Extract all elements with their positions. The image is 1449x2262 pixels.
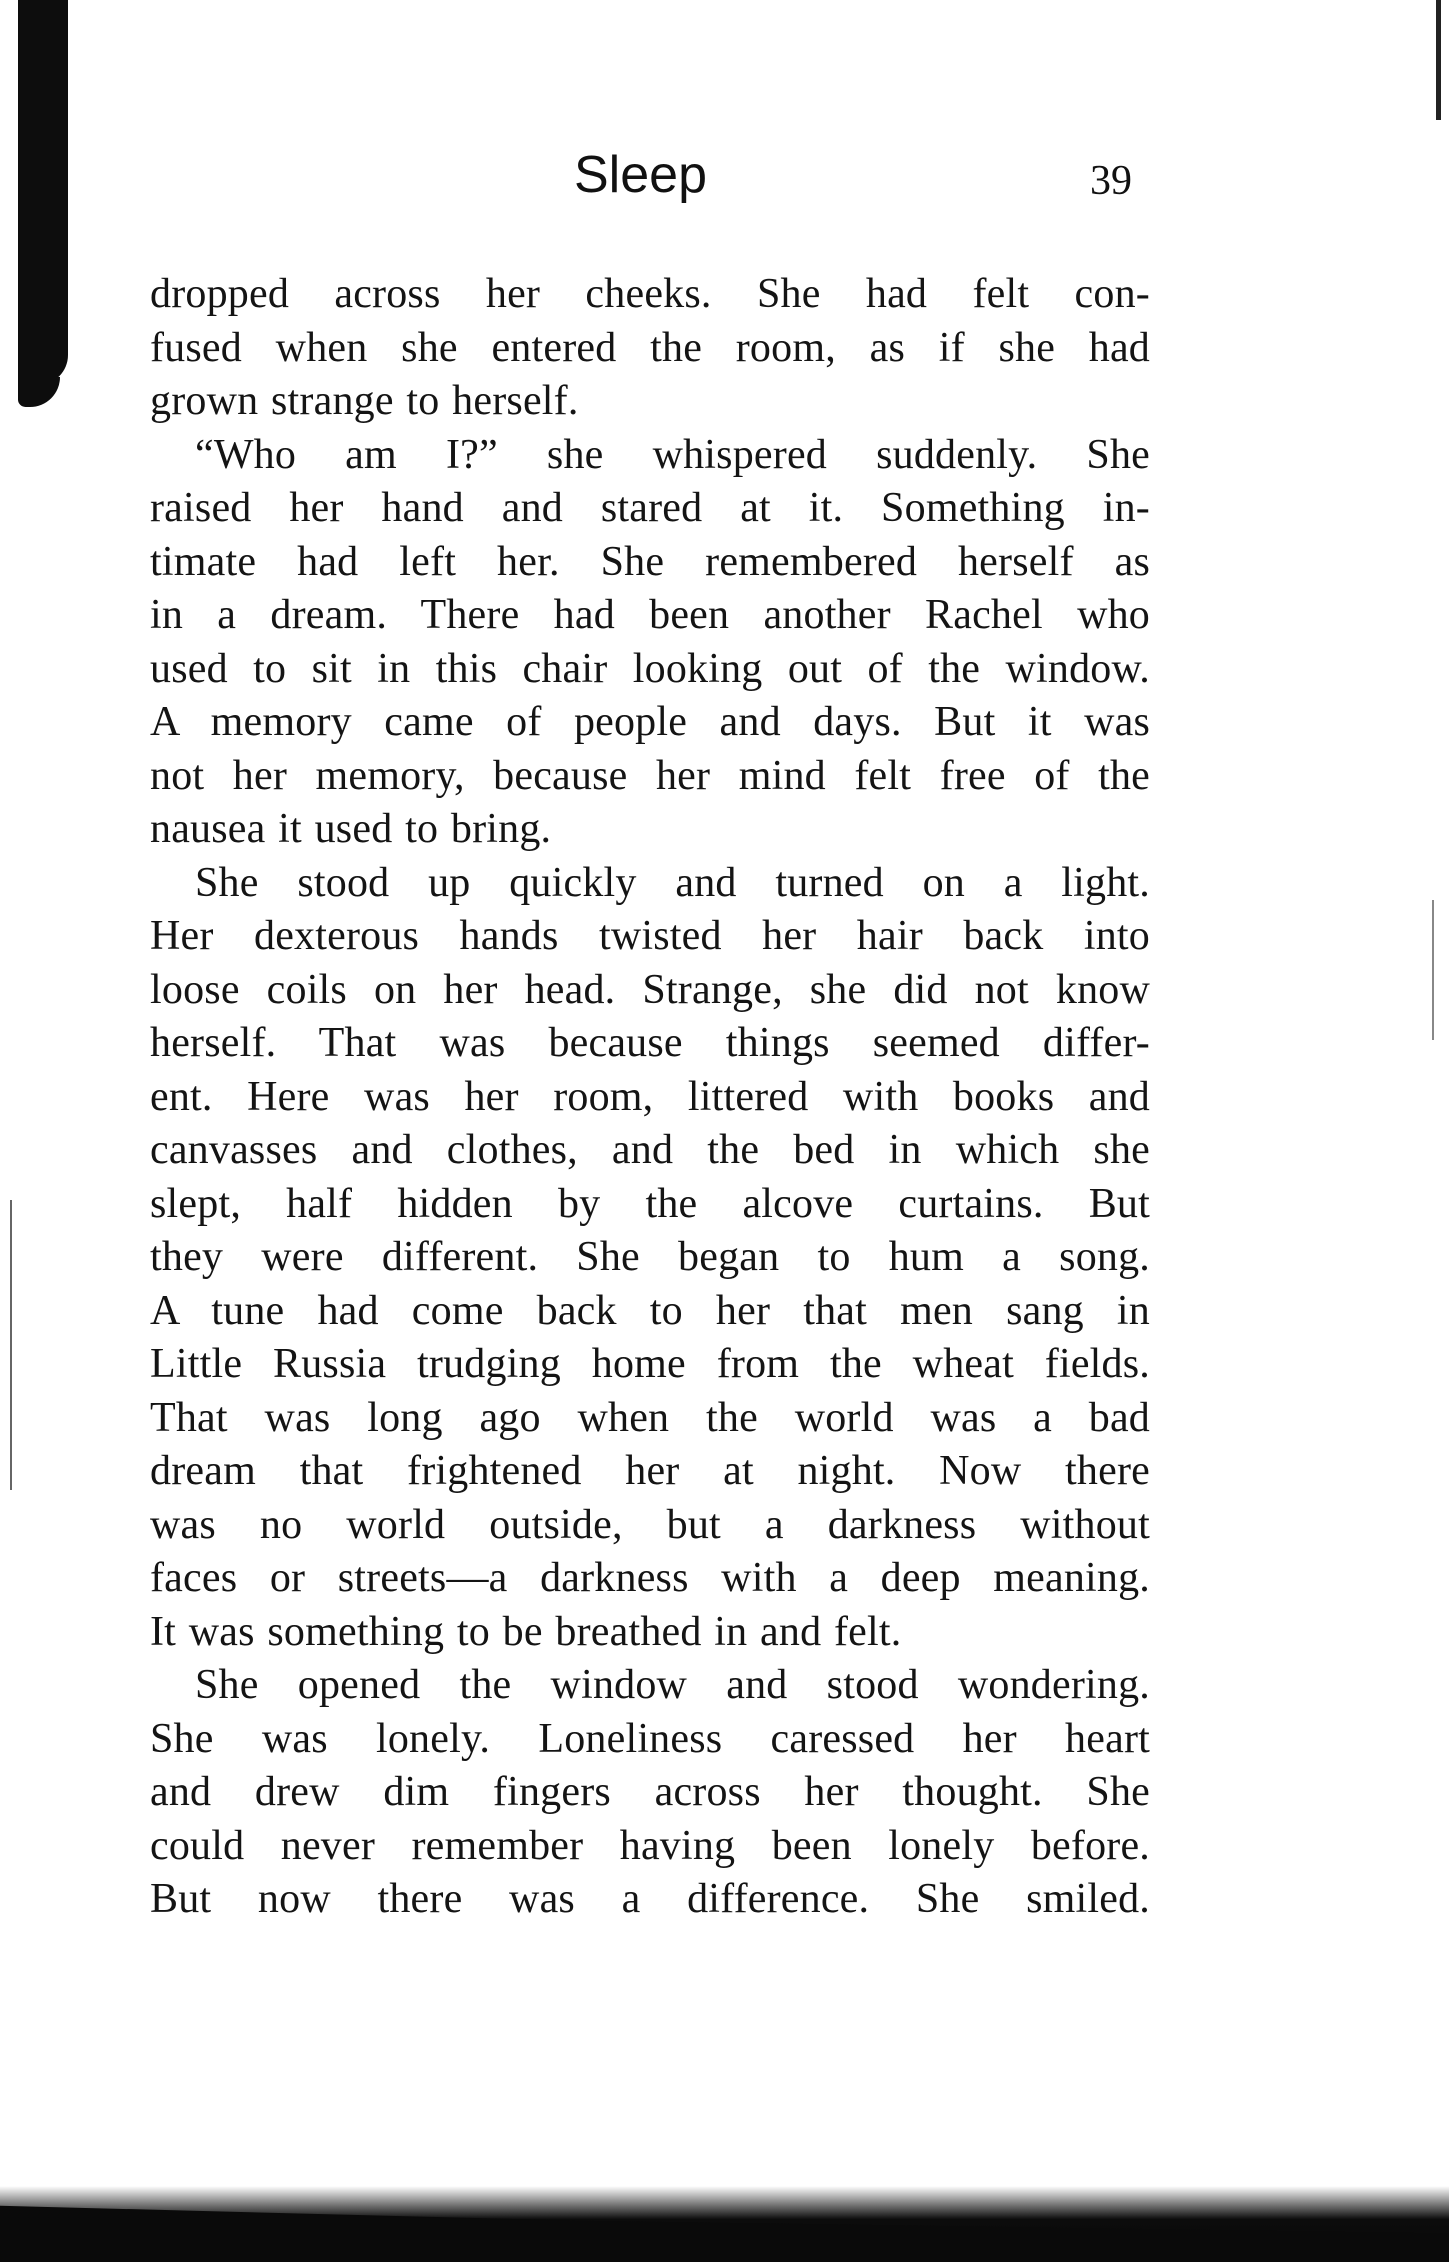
text-line: could never remember having been lonely before. bbox=[150, 1822, 1150, 1869]
text-line: “Who am I?” she whispered suddenly. She bbox=[195, 431, 1150, 478]
scan-mark-right bbox=[1436, 0, 1441, 120]
text-line: Her dexterous hands twisted her hair back into bbox=[150, 913, 1150, 959]
text-line: and drew dim fingers across her thought. She bbox=[150, 1769, 1150, 1815]
text-line: they were different. She began to hum a song. bbox=[150, 1234, 1150, 1280]
scan-speck bbox=[1432, 900, 1434, 1040]
text-line: faces or streets—a darkness with a deep meaning. bbox=[150, 1555, 1150, 1601]
text-line: raised her hand and stared at it. Something in- bbox=[150, 485, 1150, 531]
text-line: was no world outside, but a darkness without bbox=[150, 1501, 1150, 1548]
paragraph bbox=[150, 268, 1150, 429]
paragraph bbox=[150, 1659, 1150, 1927]
text-line: ent. Here was her room, littered with books and bbox=[150, 1073, 1150, 1120]
text-line: She stood up quickly and turned on a light. bbox=[195, 859, 1150, 906]
text-line: in a dream. There had been another Rachel who bbox=[150, 592, 1150, 638]
paragraph bbox=[150, 429, 1150, 857]
text-line: That was long ago when the world was a bad bbox=[150, 1394, 1150, 1441]
text-line: Little Russia trudging home from the wheat fields. bbox=[150, 1341, 1150, 1387]
text-line: A memory came of people and days. But it was bbox=[150, 699, 1150, 745]
text-line: not her memory, because her mind felt free of the bbox=[150, 752, 1150, 799]
scan-speck bbox=[10, 1200, 12, 1490]
text-line: fused when she entered the room, as if she had bbox=[150, 324, 1150, 371]
text-line: dream that frightened her at night. Now there bbox=[150, 1448, 1150, 1494]
text-line: But now there was a difference. She smiled. bbox=[150, 1876, 1150, 1922]
text-line: It was something to be breathed in and felt. bbox=[150, 1608, 902, 1655]
text-line: canvasses and clothes, and the bed in which she bbox=[150, 1127, 1150, 1173]
text-line: timate had left her. She remembered herself as bbox=[150, 538, 1150, 585]
running-head-title: Sleep bbox=[574, 146, 707, 204]
text-line: She opened the window and stood wondering. bbox=[195, 1662, 1150, 1708]
body-text bbox=[150, 268, 1150, 1927]
page-number: 39 bbox=[1090, 158, 1132, 204]
text-line: She was lonely. Loneliness caressed her heart bbox=[150, 1715, 1150, 1762]
paragraph bbox=[150, 857, 1150, 1660]
text-line: loose coils on her head. Strange, she did not know bbox=[150, 966, 1150, 1013]
text-line: used to sit in this chair looking out of the window. bbox=[150, 645, 1150, 692]
text-line: dropped across her cheeks. She had felt con- bbox=[150, 271, 1150, 317]
text-line: grown strange to herself. bbox=[150, 378, 579, 424]
text-line: A tune had come back to her that men sang in bbox=[150, 1287, 1150, 1334]
text-line: nausea it used to bring. bbox=[150, 806, 552, 852]
scan-shadow-bottom bbox=[0, 2167, 1449, 2262]
text-line: slept, half hidden by the alcove curtains. But bbox=[150, 1180, 1150, 1227]
text-line: herself. That was because things seemed differ- bbox=[150, 1020, 1150, 1066]
running-head bbox=[0, 140, 1449, 210]
